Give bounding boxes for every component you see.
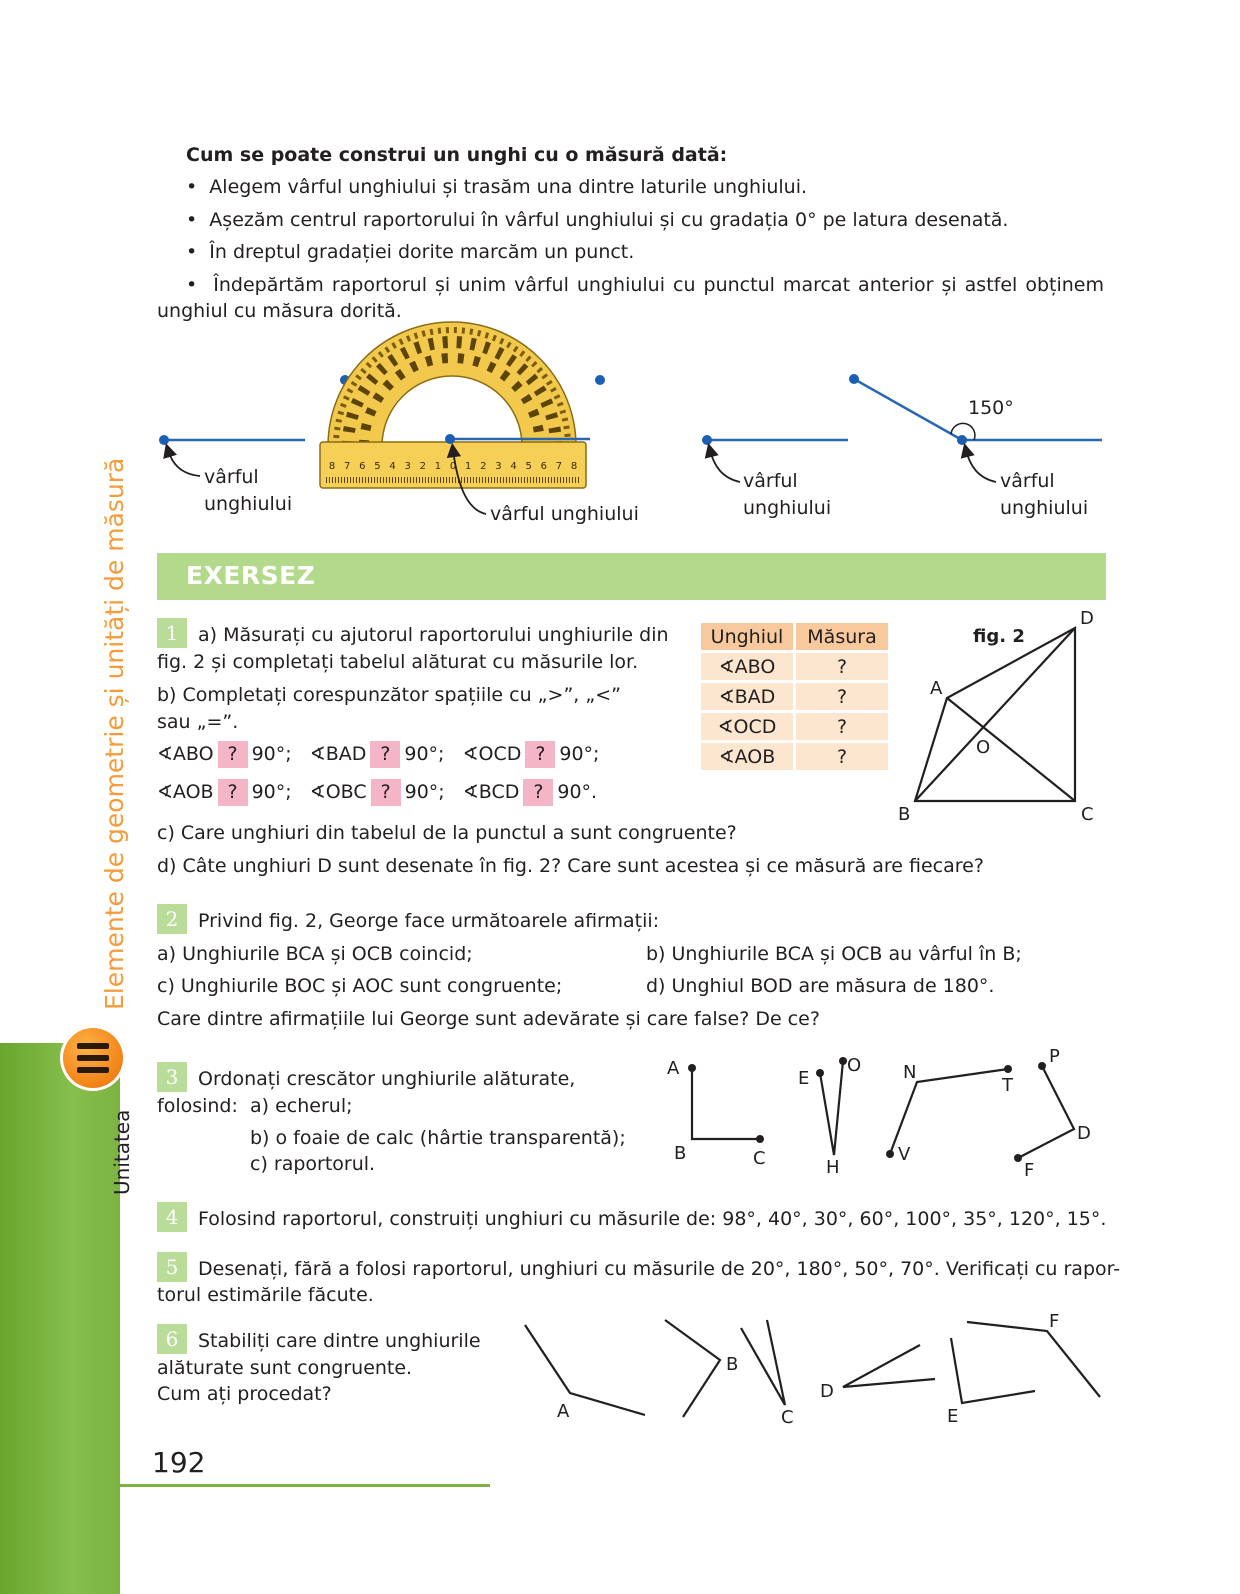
- answer-box[interactable]: ?: [523, 779, 553, 806]
- intro-bullet-2: • Așezăm centrul raportorului în vârful unghiului și cu gradația 0° pe latura desenată.: [186, 209, 1009, 231]
- point-label: F: [1024, 1160, 1035, 1181]
- ex2-c: c) Unghiurile BOC și AOC sunt congruente;: [157, 975, 563, 997]
- point-label: C: [781, 1407, 794, 1428]
- table-cell: ∢ABO: [701, 653, 793, 680]
- exercise-number: 6: [157, 1324, 187, 1354]
- degree-value: 90°.: [557, 781, 598, 803]
- table-cell[interactable]: ?: [796, 743, 888, 770]
- ex3-line2: [157, 1093, 353, 1120]
- ex2-intro: Privind fig. 2, George face următoarele afirmații:: [198, 910, 660, 932]
- point-label: B: [898, 804, 911, 825]
- table-cell[interactable]: ?: [796, 653, 888, 680]
- table-cell: ∢BAD: [701, 683, 793, 710]
- table-header: Măsura: [796, 623, 888, 650]
- answer-box[interactable]: ?: [218, 741, 248, 768]
- degree-value: 90°;: [404, 743, 445, 765]
- point-label: E: [947, 1406, 959, 1427]
- vertex-label: unghiului: [743, 497, 832, 519]
- menu-icon[interactable]: [60, 1025, 126, 1091]
- arrow-icon: [966, 450, 996, 482]
- point-label: O: [847, 1055, 862, 1076]
- ex3-angles-figure: [660, 1045, 1105, 1185]
- ray-line: [854, 379, 962, 440]
- ex2-b: b) Unghiurile BCA și OCB au vârful în B;: [646, 943, 1022, 965]
- intro-heading: Cum se poate construi un unghi cu o măsură dată:: [186, 144, 728, 166]
- vertex-label: vârful: [743, 470, 798, 492]
- vertex-point: [957, 435, 967, 445]
- exercise-number: 1: [157, 618, 187, 648]
- ex1-a-line2: fig. 2 și completați tabelul alăturat cu măsurile lor.: [157, 651, 639, 673]
- point-label: B: [726, 1354, 739, 1375]
- table-row: [701, 743, 888, 770]
- ex3-opt-b: b) o foaie de calc (hârtie transparentă);: [250, 1127, 626, 1149]
- point-label: D: [1080, 608, 1094, 629]
- point-label: A: [930, 678, 943, 699]
- table-row: [701, 713, 888, 740]
- ex1-b-line1: b) Completați corespunzător spațiile cu „>”, „<”: [157, 684, 621, 706]
- table-header: Unghiul: [701, 623, 793, 650]
- ex1-b-line2: sau „=”.: [157, 711, 239, 733]
- angle-table: [698, 620, 891, 773]
- degree-value: 90°;: [559, 743, 600, 765]
- ruler-number: 4: [510, 461, 517, 472]
- ruler-number: 1: [464, 461, 472, 472]
- exercise-number: 4: [157, 1202, 187, 1232]
- angle-name: ∢ABO: [157, 743, 214, 765]
- ex6-angles-figure: [515, 1305, 1110, 1430]
- table-cell: ∢OCD: [701, 713, 793, 740]
- angle-value: 150°: [968, 397, 1014, 419]
- point-label: A: [667, 1058, 680, 1079]
- unit-label: Unitatea: [110, 1109, 134, 1195]
- page-number: 192: [152, 1446, 206, 1479]
- table-cell: ∢AOB: [701, 743, 793, 770]
- angle-name: ∢OCD: [462, 743, 522, 765]
- ruler-number: 7: [555, 461, 563, 472]
- angle-name: ∢BAD: [309, 743, 367, 765]
- vertex-label-full: vârful unghiului: [490, 503, 639, 525]
- angle-name: ∢AOB: [157, 781, 214, 803]
- ruler-number: 5: [525, 461, 532, 472]
- point-label: O: [976, 737, 991, 758]
- degree-value: 90°;: [251, 781, 292, 803]
- ex1-c: c) Care unghiuri din tabelul de la punctul a sunt congruente?: [157, 822, 737, 844]
- ex6-line2: alăturate sunt congruente.: [157, 1357, 413, 1379]
- compare-row-2: [157, 779, 597, 806]
- ex1-d: d) Câte unghiuri D sunt desenate în fig. 2? Care sunt acestea și ce măsură are fiecare?: [157, 855, 984, 877]
- ex4-text: Folosind raportorul, construiți unghiuri cu măsurile de: 98°, 40°, 30°, 60°, 100°, 35°, 120°, 15°.: [198, 1208, 1107, 1230]
- exersez-label: EXERSEZ: [186, 561, 316, 590]
- sidebar-green-band: [0, 1043, 120, 1594]
- exercise-number: 3: [157, 1062, 187, 1092]
- answer-box[interactable]: ?: [218, 779, 248, 806]
- point-label: N: [903, 1062, 917, 1083]
- point-label: D: [1077, 1123, 1091, 1144]
- ex2-question: Care dintre afirmațiile lui George sunt adevărate și care false? De ce?: [157, 1008, 820, 1030]
- answer-box[interactable]: ?: [525, 741, 555, 768]
- ex2-a: a) Unghiurile BCA și OCB coincid;: [157, 943, 473, 965]
- point-label: D: [820, 1381, 834, 1402]
- ex6-line1: Stabiliți care dintre unghiurile: [198, 1330, 481, 1352]
- vertex-label: vârful: [1000, 470, 1055, 492]
- angle-name: ∢OBC: [309, 781, 367, 803]
- diagonal-ac: [947, 698, 1075, 801]
- intro-bullet-4: • Îndepărtăm raportorul și unim vârful unghiului cu punctul marcat anterior și astfel obținem: [186, 274, 1104, 296]
- intro-bullet-4-cont: unghiul cu măsura dorită.: [157, 300, 402, 322]
- figure-caption: fig. 2: [973, 626, 1025, 647]
- table-cell[interactable]: ?: [796, 713, 888, 740]
- point-label: F: [1049, 1311, 1060, 1332]
- ruler-number: 1: [434, 461, 442, 472]
- ruler-number: 8: [570, 461, 578, 472]
- point-label: H: [826, 1157, 840, 1178]
- ruler-number: 6: [359, 461, 366, 472]
- construction-illustration: [150, 318, 1110, 533]
- bullet-text: Alegem vârful unghiului și trasăm una dintre laturile unghiului.: [209, 176, 808, 198]
- ex3-line1: Ordonați crescător unghiurile alăturate,: [198, 1068, 576, 1090]
- ruler-number: 3: [495, 461, 502, 472]
- vertex-point: [159, 435, 169, 445]
- vertex-label: unghiului: [1000, 497, 1089, 519]
- diagonal-bd: [915, 628, 1075, 801]
- point-label: A: [557, 1401, 570, 1422]
- vertex-label: vârful: [204, 466, 259, 488]
- degree-value: 90°;: [251, 743, 292, 765]
- ex3-prefix: folosind:: [157, 1095, 238, 1117]
- point-label: V: [898, 1144, 911, 1165]
- point-label: T: [1002, 1075, 1013, 1096]
- ruler-number: 2: [480, 461, 487, 472]
- bullet-text: În dreptul gradației dorite marcăm un punct.: [209, 241, 635, 263]
- point-label: C: [1081, 804, 1094, 825]
- ex1-a-line1: a) Măsurați cu ajutorul raportorului unghiurile din: [198, 624, 669, 646]
- point-label: B: [674, 1143, 687, 1164]
- ex5-line2: torul estimările făcute.: [157, 1284, 374, 1306]
- bullet-text: Așezăm centrul raportorului în vârful unghiului și cu gradația 0° pe latura desenată.: [209, 209, 1009, 231]
- answer-box[interactable]: ?: [371, 779, 401, 806]
- exercise-number: 5: [157, 1252, 187, 1282]
- mark-point: [595, 375, 605, 385]
- vertex-point: [702, 435, 712, 445]
- point-label: P: [1049, 1046, 1060, 1067]
- ruler-number: 8: [328, 461, 336, 472]
- exercise-number: 2: [157, 904, 187, 934]
- footer-divider: [120, 1484, 490, 1487]
- point-label: E: [798, 1068, 810, 1089]
- degree-value: 90°;: [404, 781, 445, 803]
- intro-bullet-1: • Alegem vârful unghiului și trasăm una dintre laturile unghiului.: [186, 176, 808, 198]
- mark-point: [849, 374, 859, 384]
- answer-box[interactable]: ?: [370, 741, 400, 768]
- ruler-number: 6: [540, 461, 547, 472]
- ruler-number: 2: [419, 461, 426, 472]
- ruler-number: 0: [449, 461, 457, 472]
- vertex-label: unghiului: [204, 493, 293, 515]
- ex6-line3: Cum ați procedat?: [157, 1383, 332, 1405]
- point-label: C: [753, 1148, 766, 1169]
- intro-bullet-3: • În dreptul gradației dorite marcăm un punct.: [186, 241, 635, 263]
- ruler-number: 4: [389, 461, 396, 472]
- ruler-number: 3: [404, 461, 411, 472]
- arrow-icon: [168, 450, 200, 476]
- ex3-opt-a: a) echerul;: [250, 1095, 353, 1117]
- figure-2: [895, 600, 1110, 830]
- chapter-title: Elemente de geometrie și unități de măsură: [100, 457, 129, 1010]
- table-cell[interactable]: ?: [796, 683, 888, 710]
- ex5-line1: Desenați, fără a folosi raportorul, unghiuri cu măsurile de 20°, 180°, 50°, 70°. Verificați cu rapor-: [198, 1258, 1121, 1280]
- ex3-opt-c: c) raportorul.: [250, 1153, 376, 1175]
- ex2-d: d) Unghiul BOD are măsura de 180°.: [646, 975, 995, 997]
- ruler-number: 5: [374, 461, 381, 472]
- bullet-text: Îndepărtăm raportorul și unim vârful unghiului cu punctul marcat anterior și astfel obținem: [213, 274, 1104, 296]
- table-row: [701, 653, 888, 680]
- ruler-number: 7: [343, 461, 351, 472]
- compare-row-1: [157, 741, 599, 768]
- angle-name: ∢BCD: [462, 781, 520, 803]
- arrow-icon: [710, 450, 740, 482]
- table-row: [701, 683, 888, 710]
- vertex-point: [445, 434, 455, 444]
